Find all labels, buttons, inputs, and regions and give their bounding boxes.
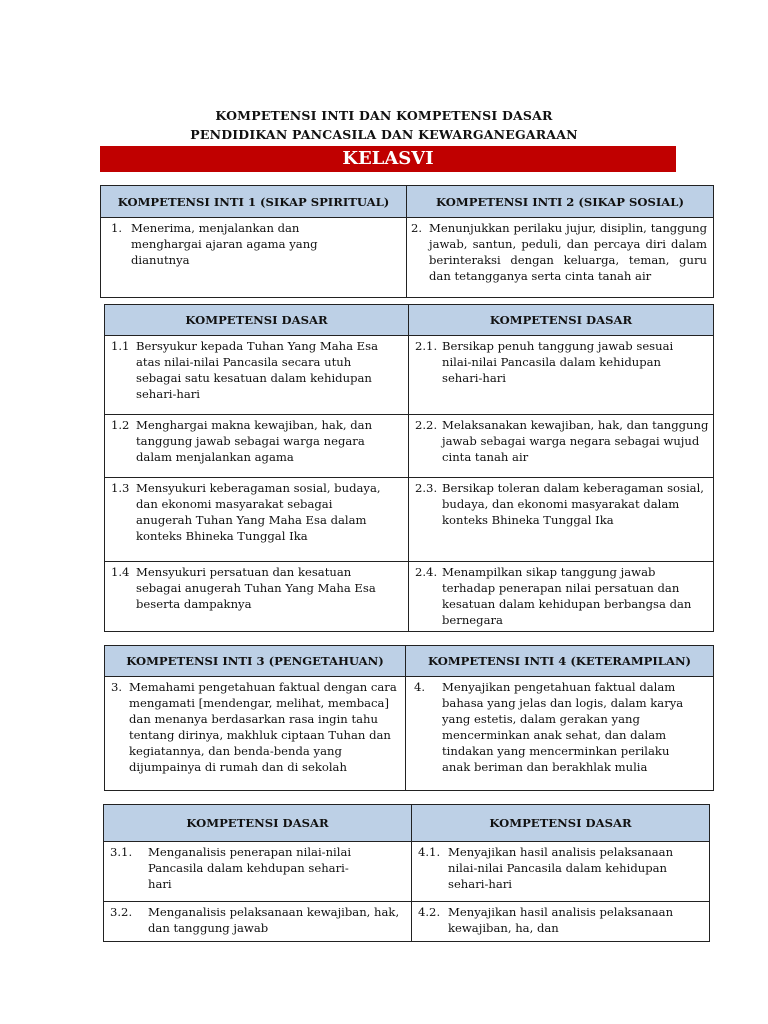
kd-text: Menyajikan hasil analisis pelaksanaan nilai-nilai Pancasila dalam kehidupan sehari-hari xyxy=(448,845,674,891)
ki1-cell xyxy=(101,218,407,298)
kd12-table xyxy=(104,304,714,632)
ki1-header: KOMPETENSI INTI 1 (SIKAP SPIRITUAL) xyxy=(101,186,407,218)
kd-text: Bersikap toleran dalam keberagaman sosial, budaya, dan ekonomi masyarakat dalam konteks Bhineka Tunggal Ika xyxy=(442,481,704,527)
table-row xyxy=(105,478,714,562)
document-subtitle: PENDIDIKAN PANCASILA DAN KEWARGANEGARAAN xyxy=(190,127,578,142)
kd-text: Melaksanakan kewajiban, hak, dan tanggung jawab sebagai warga negara sebagai wujud cinta tanah air xyxy=(442,418,709,464)
ki2-cell xyxy=(407,218,714,298)
ki3-text: Memahami pengetahuan faktual dengan cara mengamati [mendengar, melihat, membaca] dan menanya berdasarkan rasa ingin tahu tentang dirinya, makhluk ciptaan Tuhan dan kegiatannya, dan benda-benda yang dijumpainya di rumah dan di sekolah xyxy=(129,680,397,774)
kd-text: Mensyukuri persatuan dan kesatuan sebagai anugerah Tuhan Yang Maha Esa beserta dampaknya xyxy=(136,565,376,611)
table-row xyxy=(104,902,710,942)
kd-number: 2.2. xyxy=(415,418,438,432)
kd-number: 4.2. xyxy=(418,905,441,919)
ki4-number: 4. xyxy=(414,680,426,694)
ki2-header: KOMPETENSI INTI 2 (SIKAP SOSIAL) xyxy=(407,186,714,218)
table-row xyxy=(105,562,714,632)
ki2-number: 2. xyxy=(411,221,423,235)
ki34-table xyxy=(104,645,714,791)
kd-number: 1.4 xyxy=(111,565,130,579)
ki3-cell xyxy=(105,677,406,791)
kd-text: Menyajikan hasil analisis pelaksanaan kewajiban, ha, dan xyxy=(448,905,674,935)
ki3-header: KOMPETENSI INTI 3 (PENGETAHUAN) xyxy=(105,646,406,677)
ki12-table xyxy=(100,185,714,298)
kd4-header: KOMPETENSI DASAR xyxy=(412,805,710,842)
ki1-number: 1. xyxy=(111,221,123,235)
kd-number: 2.1. xyxy=(415,339,438,353)
kd-text: Bersikap penuh tanggung jawab sesuai nilai-nilai Pancasila dalam kehidupan sehari-hari xyxy=(442,339,674,385)
ki2-text: Menunjukkan perilaku jujur, disiplin, tanggung jawab, santun, peduli, dan percaya diri dalam berinteraksi dengan keluarga, teman, guru dan tetangganya serta cinta tanah air xyxy=(429,221,707,283)
table-row xyxy=(105,415,714,478)
kd-number: 3.2. xyxy=(110,905,133,919)
document-title: KOMPETENSI INTI DAN KOMPETENSI DASAR xyxy=(215,108,553,123)
kd-number: 2.4. xyxy=(415,565,438,579)
ki3-number: 3. xyxy=(111,680,123,694)
kd-text: Menganalisis pelaksanaan kewajiban, hak, dan tanggung jawab xyxy=(148,905,400,935)
ki4-header: KOMPETENSI INTI 4 (KETERAMPILAN) xyxy=(406,646,714,677)
ki1-text: Menerima, menjalankan dan menghargai ajaran agama yang dianutnya xyxy=(131,221,318,267)
table-row xyxy=(105,336,714,415)
kd-text: Menganalisis penerapan nilai-nilai Pancasila dalam kehdupan sehari-hari xyxy=(148,845,352,891)
kd-number: 4.1. xyxy=(418,845,441,859)
table-row xyxy=(104,842,710,902)
kd-number: 1.1 xyxy=(111,339,130,353)
kd-number: 1.3 xyxy=(111,481,130,495)
kd-text: Menghargai makna kewajiban, hak, dan tanggung jawab sebagai warga negara dalam menjalankan agama xyxy=(136,418,373,464)
kd3-header: KOMPETENSI DASAR xyxy=(104,805,412,842)
kd-text: Menampilkan sikap tanggung jawab terhadap penerapan nilai persatuan dan kesatuan dalam kehidupan berbangsa dan bernegara xyxy=(442,565,692,627)
kd-number: 2.3. xyxy=(415,481,438,495)
ki4-text: Menyajikan pengetahuan faktual dalam bahasa yang jelas dan logis, dalam karya yang estetis, dalam gerakan yang mencerminkan anak sehat, dan dalam tindakan yang mencerminkan perilaku anak beriman dan berakhlak mulia xyxy=(442,680,684,774)
kd34-table xyxy=(103,804,710,942)
kd1-header: KOMPETENSI DASAR xyxy=(105,305,409,336)
class-banner: KELASVI xyxy=(100,146,676,172)
kd-text: Bersyukur kepada Tuhan Yang Maha Esa atas nilai-nilai Pancasila secara utuh sebagai satu kesatuan dalam kehidupan sehari-hari xyxy=(136,339,378,401)
ki4-cell xyxy=(406,677,714,791)
kd-number: 1.2 xyxy=(111,418,130,432)
kd-number: 3.1. xyxy=(110,845,133,859)
kd2-header: KOMPETENSI DASAR xyxy=(409,305,714,336)
kd-text: Mensyukuri keberagaman sosial, budaya, dan ekonomi masyarakat sebagai anugerah Tuhan Yang Maha Esa dalam konteks Bhineka Tunggal Ika xyxy=(136,481,381,543)
